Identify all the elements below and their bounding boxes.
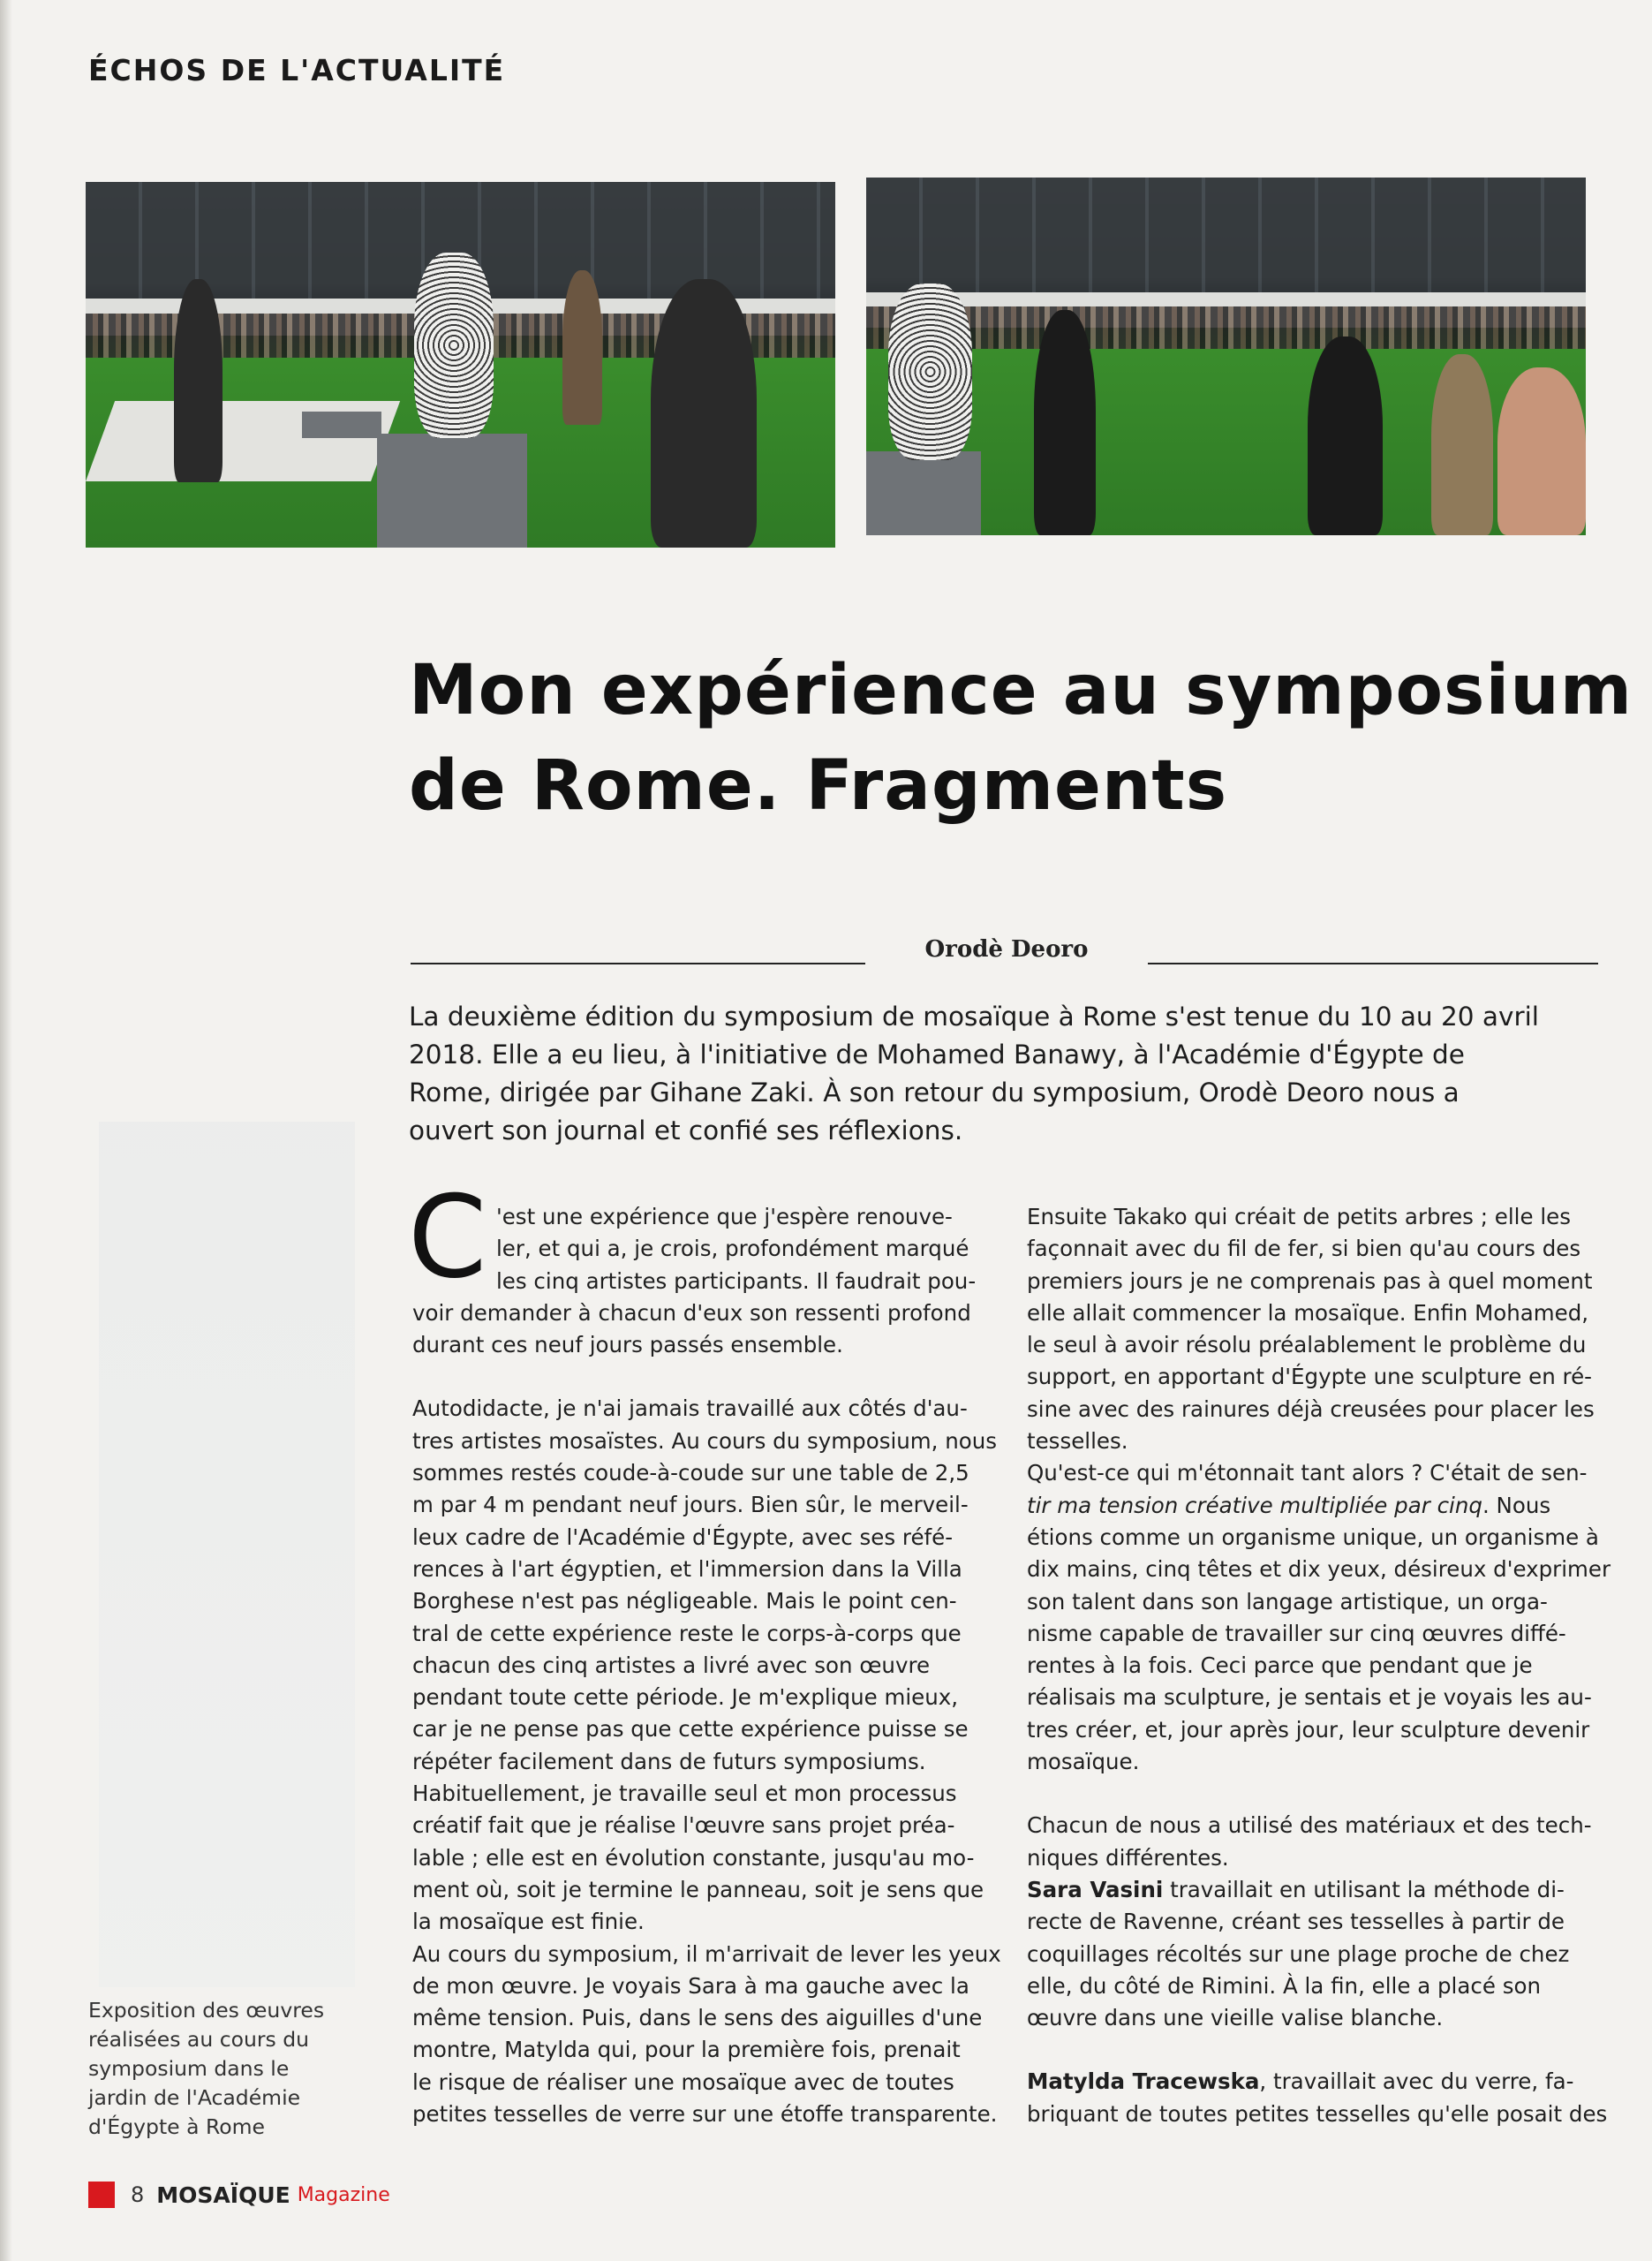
body-line: le seul à avoir résolu préalablement le problème du xyxy=(1027,1332,1587,1358)
body-line: durant ces neuf jours passés ensemble. xyxy=(412,1332,843,1358)
body-text: , travaillait avec du verre, fa- xyxy=(1259,2068,1574,2095)
photo-pedestal xyxy=(377,434,527,548)
article-title-line: de Rome. Fragments xyxy=(409,746,1228,826)
photo-person xyxy=(651,279,757,548)
body-line: ment où, soit je termine le panneau, soit je sens que xyxy=(412,1876,984,1902)
body-line: Qu'est-ce qui m'étonnait tant alors ? C'était de sen- xyxy=(1027,1460,1588,1486)
body-line-matylda xyxy=(1027,2066,1610,2098)
section-header: ÉCHOS DE L'ACTUALITÉ xyxy=(88,53,506,87)
body-line: Borghese n'est pas négligeable. Mais le point cen- xyxy=(412,1588,957,1614)
body-line: coquillages récoltés sur une plage proche de chez xyxy=(1027,1940,1570,1967)
body-line: niques différentes. xyxy=(1027,1844,1229,1871)
byline-rule-right xyxy=(1148,963,1598,964)
body-line: elle, du côté de Rimini. À la fin, elle a placé son xyxy=(1027,1972,1541,1999)
body-line: créatif fait que je réalise l'œuvre sans projet préa- xyxy=(412,1812,955,1839)
body-line: tres créer, et, jour après jour, leur sculpture devenir xyxy=(1027,1716,1590,1743)
body-line: recte de Ravenne, créant ses tesselles à partir de xyxy=(1027,1909,1565,1935)
body-line: étions comme un organisme unique, un organisme à xyxy=(1027,1524,1599,1550)
byline: Orodè Deoro xyxy=(924,936,1089,963)
photo-crowd xyxy=(866,306,1586,350)
body-line: petites tesselles de verre sur une étoffe transparente. xyxy=(412,2101,998,2128)
page-footer xyxy=(88,2182,390,2208)
body-line: rentes à la fois. Ceci parce que pendant que je xyxy=(1027,1652,1533,1679)
body-line: voir demander à chacun d'eux son ressenti profond xyxy=(412,1299,971,1326)
body-line: son talent dans son langage artistique, un orga- xyxy=(1027,1588,1548,1614)
artist-name-matylda: Matylda Tracewska xyxy=(1027,2068,1260,2095)
body-line: Chacun de nous a utilisé des matériaux et des tech- xyxy=(1027,1812,1592,1839)
body-column-1 xyxy=(412,1201,999,2130)
lede-line: 2018. Elle a eu lieu, à l'initiative de Mohamed Banawy, à l'Académie d'Égypte de xyxy=(409,1040,1465,1070)
lede xyxy=(409,998,1610,1150)
photo-sculpture xyxy=(414,253,494,438)
body-line: tral de cette expérience reste le corps-à-corps que xyxy=(412,1620,962,1646)
body-line: montre, Matylda qui, pour la première fois, prenait xyxy=(412,2037,961,2063)
body-line: les cinq artistes participants. Il faudrait pou- xyxy=(496,1267,977,1294)
body-line: répéter facilement dans de futurs symposiums. xyxy=(412,1748,926,1774)
body-line: Autodidacte, je n'ai jamais travaillé aux côtés d'au- xyxy=(412,1395,968,1422)
left-margin-panel xyxy=(99,1122,355,1987)
drop-cap: C xyxy=(408,1172,487,1304)
body-line: nisme capable de travailler sur cinq œuvres diffé- xyxy=(1027,1620,1566,1646)
paragraph-gap xyxy=(1027,2034,1610,2066)
byline-rule-left xyxy=(411,963,865,964)
magazine-sub: Magazine xyxy=(297,2183,390,2206)
caption-line: symposium dans le xyxy=(88,2056,290,2081)
body-line: dix mains, cinq têtes et dix yeux, désireux d'exprimer xyxy=(1027,1556,1611,1583)
footer-red-square xyxy=(88,2182,115,2208)
paragraph-gap xyxy=(1027,1778,1610,1810)
body-text: travaillait en utilisant la méthode di- xyxy=(1163,1876,1565,1902)
body-line: réalisais ma sculpture, je sentais et je voyais les au- xyxy=(1027,1684,1592,1711)
photo-person xyxy=(174,279,223,482)
body-line: leux cadre de l'Académie d'Égypte, avec ses réfé- xyxy=(412,1524,954,1550)
photo-person xyxy=(562,270,602,425)
emphasis-text: tir ma tension créative multipliée par cinq xyxy=(1027,1492,1482,1518)
lede-line: Rome, dirigée par Gihane Zaki. À son retour du symposium, Orodè Deoro nous a xyxy=(409,1078,1460,1108)
photo-caption xyxy=(88,1996,327,2142)
caption-line: Exposition des œuvres xyxy=(88,1998,325,2023)
body-column-2 xyxy=(1027,1201,1610,2130)
body-line: tesselles. xyxy=(1027,1428,1128,1455)
body-line: m par 4 m pendant neuf jours. Bien sûr, le merveil- xyxy=(412,1492,969,1518)
photo-exhibition-right xyxy=(866,178,1586,535)
body-line: de mon œuvre. Je voyais Sara à ma gauche avec la xyxy=(412,1972,969,1999)
page-edge-shadow xyxy=(0,0,12,2261)
body-line: façonnait avec du fil de fer, si bien qu'au cours des xyxy=(1027,1236,1581,1262)
body-line: chacun des cinq artistes a livré avec son œuvre xyxy=(412,1652,931,1678)
body-line: même tension. Puis, dans le sens des aiguilles d'une xyxy=(412,2005,983,2031)
photo-sculpture xyxy=(888,284,972,460)
body-line-sara xyxy=(1027,1874,1610,1906)
body-line: Habituellement, je travaille seul et mon processus xyxy=(412,1781,957,1807)
caption-line: jardin de l'Académie xyxy=(88,2085,301,2110)
body-line: premiers jours je ne comprenais pas à quel moment xyxy=(1027,1267,1593,1294)
body-line: briquant de toutes petites tesselles qu'elle posait des xyxy=(1027,2100,1608,2127)
photo-person xyxy=(1497,367,1586,535)
article-title xyxy=(409,643,1633,834)
photo-person xyxy=(1431,354,1493,535)
body-line: le risque de réaliser une mosaïque avec de toutes xyxy=(412,2068,954,2095)
body-line: 'est une expérience que j'espère renouve- xyxy=(496,1204,953,1229)
body-line: elle allait commencer la mosaïque. Enfin Mohamed, xyxy=(1027,1299,1589,1326)
lede-line: ouvert son journal et confié ses réflexions. xyxy=(409,1115,963,1146)
caption-line: d'Égypte à Rome xyxy=(88,2114,265,2139)
body-line: mosaïque. xyxy=(1027,1749,1140,1775)
body-line: car je ne pense pas que cette expérience puisse se xyxy=(412,1716,969,1743)
body-line: œuvre dans une vieille valise blanche. xyxy=(1027,2005,1444,2031)
photo-exhibition-left xyxy=(86,182,835,548)
article-title-line: Mon expérience au symposium xyxy=(409,651,1633,730)
paragraph-gap xyxy=(412,1361,999,1393)
body-line: ler, et qui a, je crois, profondément marqué xyxy=(496,1236,969,1262)
body-line-emphasis xyxy=(1027,1490,1610,1522)
body-line: tres artistes mosaïstes. Au cours du symposium, nous xyxy=(412,1427,998,1454)
body-line: sommes restés coude-à-coude sur une table de 2,5 xyxy=(412,1460,969,1486)
body-line: sine avec des rainures déjà creusées pour placer les xyxy=(1027,1395,1595,1422)
magazine-name: MOSAÏQUE xyxy=(156,2182,290,2208)
body-line: lable ; elle est en évolution constante, jusqu'au mo- xyxy=(412,1844,975,1871)
photo-pedestal-small xyxy=(302,412,381,438)
body-line: pendant toute cette période. Je m'explique mieux, xyxy=(412,1684,959,1711)
body-line: Ensuite Takako qui créait de petits arbres ; elle les xyxy=(1027,1204,1571,1229)
body-line: la mosaïque est finie. xyxy=(412,1909,645,1935)
photo-person xyxy=(1034,310,1096,535)
photo-pedestal xyxy=(866,451,981,535)
photo-person xyxy=(1308,337,1383,535)
lede-line: La deuxième édition du symposium de mosaïque à Rome s'est tenue du 10 au 20 avril xyxy=(409,1002,1539,1032)
body-text: . Nous xyxy=(1482,1492,1551,1518)
body-line: Au cours du symposium, il m'arrivait de lever les yeux xyxy=(412,1940,1001,1967)
artist-name-sara: Sara Vasini xyxy=(1027,1876,1164,1902)
caption-line: réalisées au cours du xyxy=(88,2027,310,2052)
body-line: support, en apportant d'Égypte une sculpture en ré- xyxy=(1027,1364,1592,1390)
page-number: 8 xyxy=(131,2182,145,2207)
body-line: rences à l'art égyptien, et l'immersion dans la Villa xyxy=(412,1555,962,1582)
